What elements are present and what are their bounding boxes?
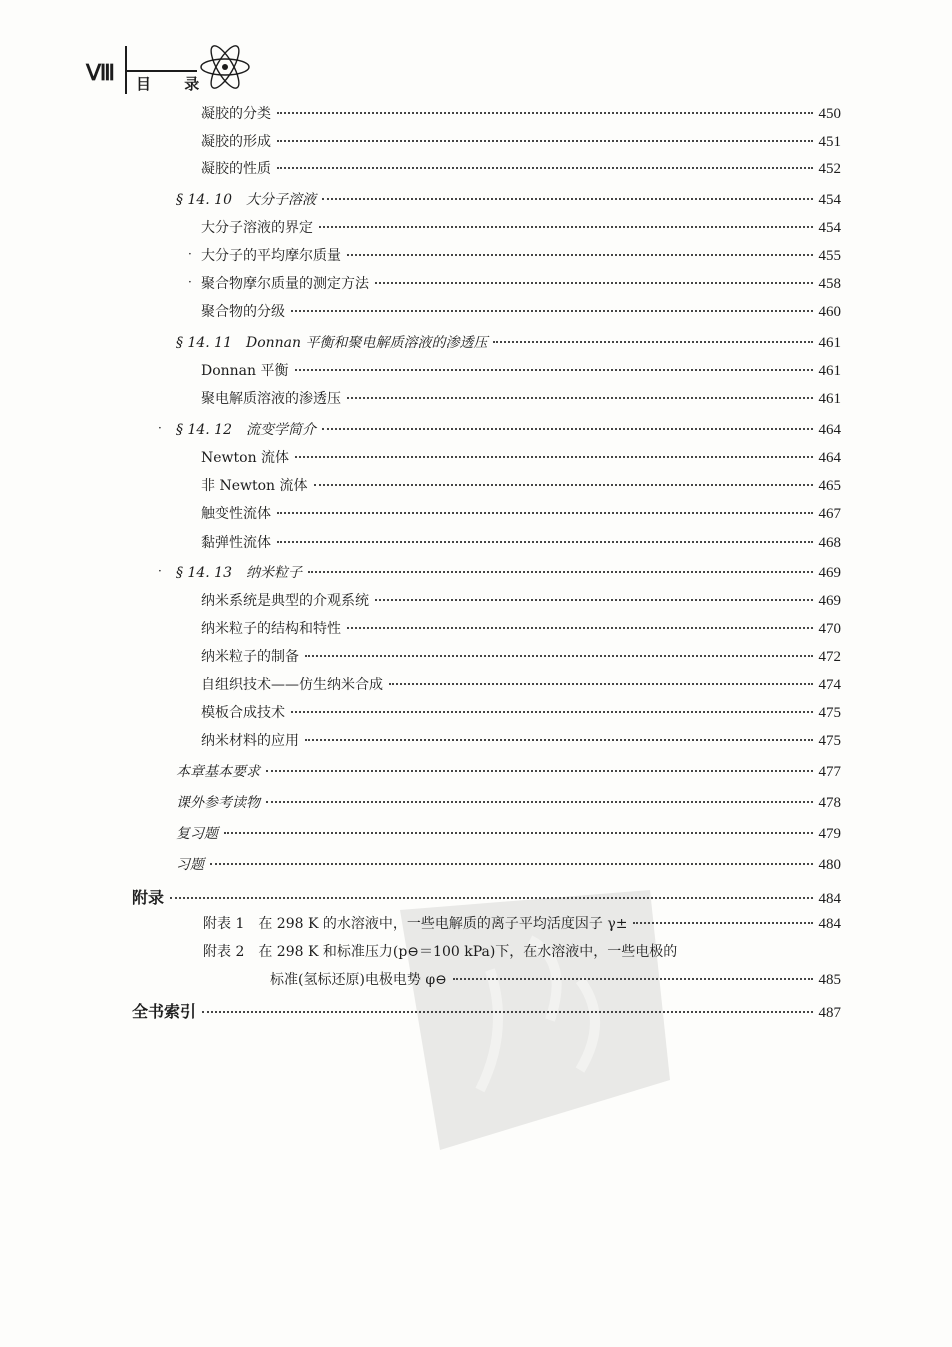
- toc-entry[interactable]: 模板合成技术 475: [201, 705, 841, 721]
- page-header: [0, 0, 952, 100]
- toc-entry[interactable]: 聚合物摩尔质量的测定方法 458: [201, 276, 841, 292]
- toc-entry[interactable]: 聚电解质溶液的渗透压 461: [201, 391, 841, 407]
- toc-entry[interactable]: 纳米粒子的结构和特性 470: [201, 621, 841, 637]
- toc-entry[interactable]: 触变性流体 467: [201, 506, 841, 522]
- toc-chapter-item[interactable]: 习题 480: [176, 857, 841, 873]
- toc-entry[interactable]: 凝胶的形成 451: [201, 134, 841, 150]
- toc-section[interactable]: § 14. 12 流变学简介 464: [176, 422, 841, 438]
- optional-marker: ·: [188, 247, 192, 261]
- toc-entry[interactable]: 大分子的平均摩尔质量 455: [201, 248, 841, 264]
- toc-section[interactable]: § 14. 10 大分子溶液 454: [176, 192, 841, 208]
- toc-chapter-item[interactable]: 本章基本要求 477: [176, 764, 841, 780]
- toc-entry[interactable]: Newton 流体 464: [201, 450, 841, 466]
- section-title: 目 录: [136, 75, 214, 93]
- toc-entry[interactable]: 纳米系统是典型的介观系统 469: [201, 593, 841, 609]
- toc-entry[interactable]: 聚合物的分级 460: [201, 304, 841, 320]
- toc-entry[interactable]: 凝胶的性质 452: [201, 161, 841, 177]
- page-number: Ⅷ: [86, 60, 113, 85]
- toc-entry[interactable]: Donnan 平衡 461: [201, 363, 841, 379]
- toc-entry[interactable]: 黏弹性流体 468: [201, 535, 841, 551]
- toc-entry[interactable]: 大分子溶液的界定 454: [201, 220, 841, 236]
- toc-section[interactable]: § 14. 13 纳米粒子 469: [176, 565, 841, 581]
- toc-chapter-item[interactable]: 复习题 479: [176, 826, 841, 842]
- header-rule-horizontal: [125, 70, 197, 72]
- optional-marker: ·: [158, 421, 162, 435]
- toc-entry[interactable]: 附表 2 在 298 K 和标准压力(p⊖＝100 kPa)下，在水溶液中，一些电极的: [203, 944, 678, 960]
- toc-appendix[interactable]: 附录 484: [132, 888, 841, 907]
- toc-entry[interactable]: 纳米粒子的制备 472: [201, 649, 841, 665]
- toc-chapter-item[interactable]: 课外参考读物 478: [176, 795, 841, 811]
- toc-entry[interactable]: 自组织技术——仿生纳米合成 474: [201, 677, 841, 693]
- toc-section[interactable]: § 14. 11 Donnan 平衡和聚电解质溶液的渗透压 461: [176, 335, 841, 351]
- optional-marker: ·: [188, 275, 192, 289]
- toc-index[interactable]: 全书索引 487: [132, 1002, 841, 1021]
- toc-entry[interactable]: 凝胶的分类 450: [201, 106, 841, 122]
- atom-icon: [198, 44, 252, 90]
- toc-entry[interactable]: 附表 1 在 298 K 的水溶液中，一些电解质的离子平均活度因子 γ± 484: [203, 916, 841, 932]
- optional-marker: ·: [158, 564, 162, 578]
- toc-entry[interactable]: 非 Newton 流体 465: [201, 478, 841, 494]
- toc-entry[interactable]: 纳米材料的应用 475: [201, 733, 841, 749]
- toc-entry-continuation[interactable]: 标准(氢标还原)电极电势 φ⊖ 485: [270, 972, 841, 988]
